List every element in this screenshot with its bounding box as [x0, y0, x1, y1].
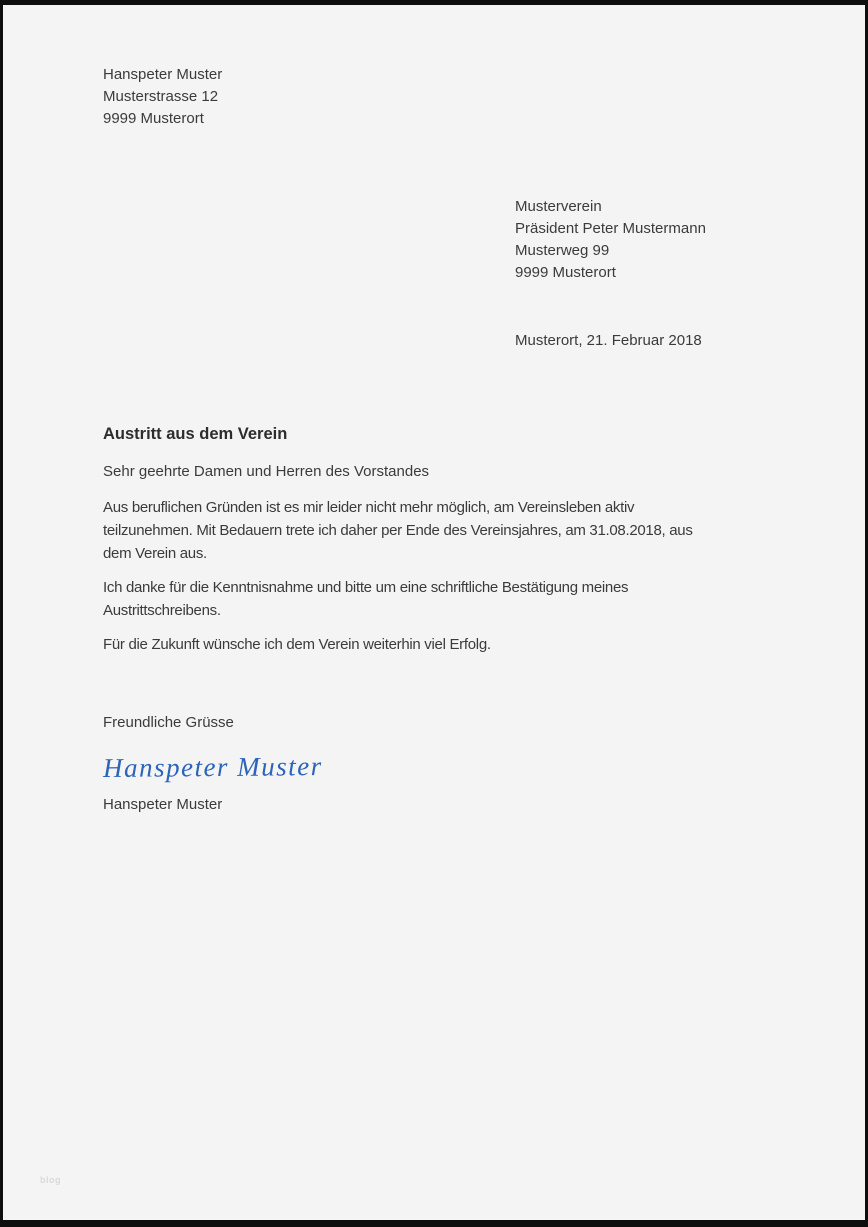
place-and-date: Musterort, 21. Februar 2018: [515, 332, 702, 349]
letter-content: [3, 5, 865, 816]
handwritten-signature: Hanspeter Muster: [102, 751, 323, 783]
body-paragraph-3: Für die Zukunft wünsche ich dem Verein weiterhin viel Erfolg.: [103, 636, 491, 653]
sender-name: Hanspeter Muster: [103, 66, 223, 83]
recipient-person: Präsident Peter Mustermann: [515, 220, 706, 237]
closing-phrase: Freundliche Grüsse: [103, 714, 234, 731]
recipient-organization: Musterverein: [515, 198, 602, 215]
subject-line: Austritt aus dem Verein: [103, 425, 288, 443]
sender-address-block: [103, 64, 797, 130]
body-paragraph-1: Aus beruflichen Gründen ist es mir leider nicht mehr möglich, am Vereinsleben aktiv teilzunehmen. Mit Bedauern trete ich daher per Ende des Vereinsjahres, am 31.08.2018, aus dem Verein aus.: [103, 499, 693, 562]
sender-city: 9999 Musterort: [103, 110, 204, 127]
printed-signer-name: Hanspeter Muster: [103, 796, 223, 813]
recipient-city: 9999 Musterort: [515, 264, 616, 281]
body-paragraph-2: Ich danke für die Kenntnisnahme und bitte um eine schriftliche Bestätigung meines Austrittschreibens.: [103, 579, 629, 619]
watermark-text: blog: [40, 1175, 61, 1185]
salutation: Sehr geehrte Damen und Herren des Vorstandes: [103, 463, 430, 480]
sender-street: Musterstrasse 12: [103, 88, 219, 105]
recipient-street: Musterweg 99: [515, 242, 610, 259]
recipient-address-block: [515, 196, 797, 284]
